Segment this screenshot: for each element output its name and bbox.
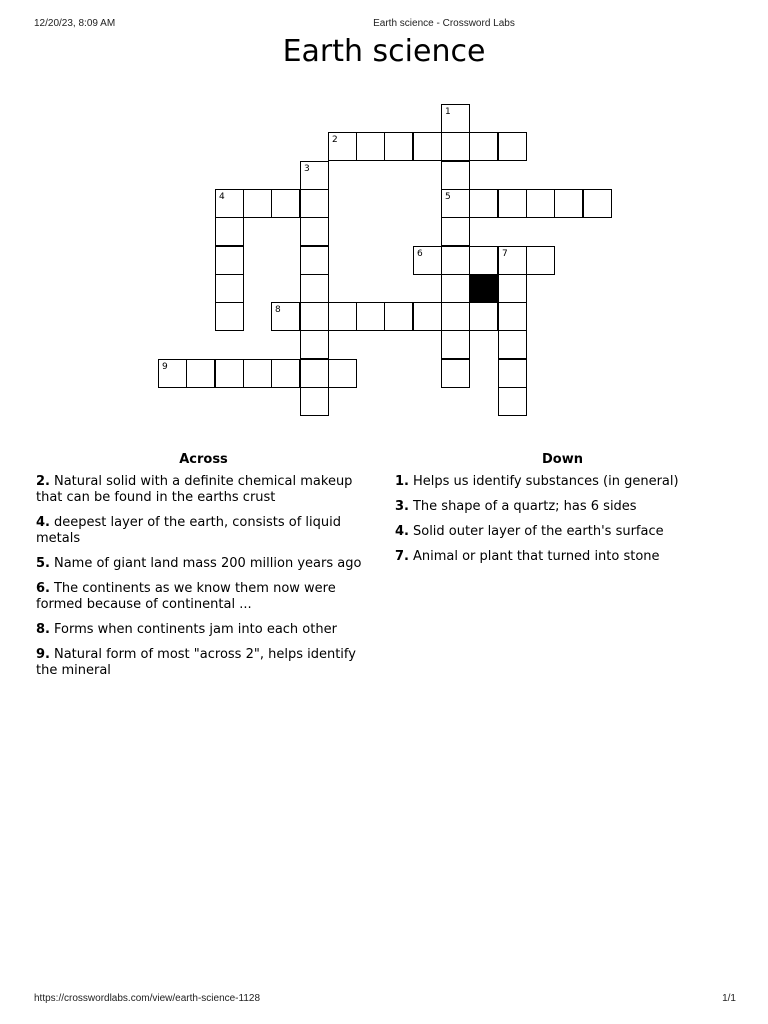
clue-text: Helps us identify substances (in general)	[412, 474, 679, 489]
clue-num: 5.	[36, 556, 50, 571]
grid-cell[interactable]	[215, 217, 244, 246]
clue-num: 3.	[395, 499, 409, 514]
grid-cell[interactable]	[271, 359, 300, 388]
clue-number: 5	[445, 192, 451, 202]
grid-cell[interactable]	[413, 132, 442, 161]
grid-cell[interactable]	[243, 189, 272, 218]
clue-text: The shape of a quartz; has 6 sides	[412, 499, 637, 514]
page-title: Earth science	[282, 34, 486, 69]
grid-cell[interactable]	[356, 132, 385, 161]
clue-text: The continents as we know them now were formed because of continental ...	[36, 581, 336, 612]
grid-cell[interactable]	[498, 302, 527, 331]
grid-cell[interactable]	[215, 274, 244, 303]
grid-cell[interactable]	[498, 387, 527, 416]
across-clue	[36, 474, 376, 506]
grid-cell[interactable]	[441, 274, 470, 303]
grid-cell[interactable]	[583, 189, 612, 218]
grid-cell[interactable]	[186, 359, 215, 388]
grid-cell[interactable]	[469, 132, 498, 161]
grid-cell[interactable]	[356, 302, 385, 331]
clue-number: 7	[502, 249, 508, 259]
clue-number: 3	[304, 164, 310, 174]
print-doc-title: Earth science - Crossword Labs	[373, 18, 515, 29]
grid-cell[interactable]	[215, 302, 244, 331]
grid-cell[interactable]	[328, 302, 357, 331]
grid-cell[interactable]	[300, 387, 329, 416]
clue-number: 4	[219, 192, 225, 202]
across-clue	[36, 622, 376, 638]
down-clue	[395, 499, 735, 515]
print-url: https://crosswordlabs.com/view/earth-science-1128	[34, 993, 261, 1004]
clue-text: Natural form of most "across 2", helps identify the mineral	[36, 647, 356, 678]
across-clue	[36, 515, 376, 547]
clue-number: 8	[275, 305, 281, 315]
grid-cell[interactable]	[300, 274, 329, 303]
grid-cell[interactable]	[271, 302, 300, 331]
grid-cell[interactable]	[300, 330, 329, 359]
grid-cell[interactable]	[243, 359, 272, 388]
down-clue	[395, 474, 735, 490]
clue-num: 6.	[36, 581, 50, 596]
grid-cell[interactable]	[300, 302, 329, 331]
clue-num: 4.	[395, 524, 409, 539]
grid-cell[interactable]	[384, 132, 413, 161]
grid-cell[interactable]	[441, 161, 470, 190]
grid-cell[interactable]	[526, 246, 555, 275]
grid-cell[interactable]	[158, 359, 187, 388]
down-clues	[395, 452, 735, 574]
grid-cell[interactable]	[498, 359, 527, 388]
grid-cell[interactable]	[215, 359, 244, 388]
clue-num: 7.	[395, 549, 409, 564]
grid-cell[interactable]	[441, 246, 470, 275]
clue-text: Animal or plant that turned into stone	[412, 549, 660, 564]
grid-cell[interactable]	[441, 189, 470, 218]
grid-cell[interactable]	[498, 189, 527, 218]
black-square	[469, 274, 498, 303]
grid-cell[interactable]	[498, 132, 527, 161]
across-clue	[36, 647, 376, 679]
across-clues	[36, 452, 376, 688]
clue-text: Natural solid with a definite chemical makeup that can be found in the earths crust	[36, 474, 353, 505]
grid-cell[interactable]	[300, 359, 329, 388]
down-heading: Down	[542, 452, 583, 467]
clue-number: 2	[332, 135, 338, 145]
grid-cell[interactable]	[469, 246, 498, 275]
grid-cell[interactable]	[469, 302, 498, 331]
grid-cell[interactable]	[554, 189, 583, 218]
across-clue	[36, 581, 376, 613]
crossword-grid	[0, 0, 768, 430]
grid-cell[interactable]	[215, 189, 244, 218]
grid-cell[interactable]	[498, 246, 527, 275]
grid-cell[interactable]	[271, 189, 300, 218]
grid-cell[interactable]	[441, 217, 470, 246]
across-heading: Across	[179, 452, 228, 467]
clue-num: 4.	[36, 515, 50, 530]
clue-text: Name of giant land mass 200 million years ago	[53, 556, 362, 571]
clue-num: 9.	[36, 647, 50, 662]
clue-num: 8.	[36, 622, 50, 637]
clue-number: 1	[445, 107, 451, 117]
grid-cell[interactable]	[300, 246, 329, 275]
clue-text: deepest layer of the earth, consists of liquid metals	[36, 515, 342, 546]
grid-cell[interactable]	[413, 246, 442, 275]
grid-cell[interactable]	[441, 132, 470, 161]
clue-number: 9	[162, 362, 168, 372]
grid-cell[interactable]	[469, 189, 498, 218]
grid-cell[interactable]	[300, 189, 329, 218]
clue-text: Solid outer layer of the earth's surface	[412, 524, 664, 539]
clue-num: 1.	[395, 474, 409, 489]
grid-cell[interactable]	[498, 274, 527, 303]
grid-cell[interactable]	[441, 302, 470, 331]
clue-num: 2.	[36, 474, 50, 489]
grid-cell[interactable]	[441, 104, 470, 133]
grid-cell[interactable]	[384, 302, 413, 331]
clue-text: Forms when continents jam into each other	[53, 622, 337, 637]
grid-cell[interactable]	[215, 246, 244, 275]
across-clue	[36, 556, 376, 572]
grid-cell[interactable]	[300, 161, 329, 190]
grid-cell[interactable]	[328, 132, 357, 161]
grid-cell[interactable]	[328, 359, 357, 388]
grid-cell[interactable]	[498, 330, 527, 359]
down-clue	[395, 549, 735, 565]
print-page-number: 1/1	[722, 993, 736, 1004]
grid-cell[interactable]	[441, 330, 470, 359]
print-datetime: 12/20/23, 8:09 AM	[34, 18, 116, 29]
grid-cell[interactable]	[526, 189, 555, 218]
down-clue	[395, 524, 735, 540]
grid-cell[interactable]	[300, 217, 329, 246]
grid-cell[interactable]	[441, 359, 470, 388]
grid-cell[interactable]	[413, 302, 442, 331]
clue-number: 6	[417, 249, 423, 259]
